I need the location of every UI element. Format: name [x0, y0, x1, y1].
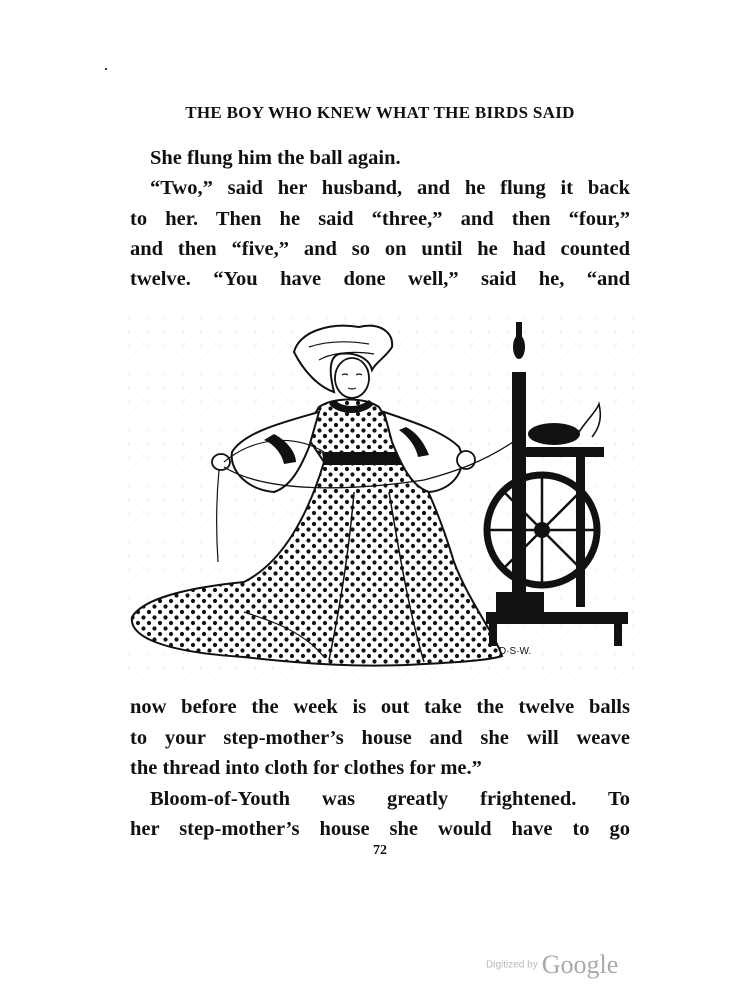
- text-line: and then “five,” and so on until he had counted: [130, 238, 630, 260]
- text-line: to your step-mother’s house and she will weave: [130, 727, 630, 749]
- text-line: her step-mother’s house she would have to go: [130, 818, 630, 840]
- left-hand: [212, 454, 230, 470]
- text-line: to her. Then he said “three,” and then “four,”: [130, 208, 630, 230]
- text-line: now before the week is out take the twelve balls: [130, 696, 630, 718]
- text-line: She flung him the ball again.: [150, 147, 401, 169]
- artist-signature: D·S·W.: [499, 646, 532, 657]
- stray-ink-mark: [105, 68, 107, 70]
- google-logo: Google: [541, 950, 619, 979]
- text-line: the thread into cloth for clothes for me.”: [130, 757, 482, 779]
- running-head: THE BOY WHO KNEW WHAT THE BIRDS SAID: [185, 103, 575, 122]
- digitized-watermark: [486, 950, 646, 986]
- spinning-woman-illustration: [124, 312, 634, 674]
- text-line: Bloom-of-Youth was greatly frightened. To: [150, 788, 630, 810]
- page-number: 72: [373, 843, 387, 858]
- watermark-prefix: Digitized by: [486, 959, 538, 971]
- text-line: twelve. “You have done well,” said he, “and: [130, 268, 630, 290]
- face: [335, 358, 369, 398]
- text-line: “Two,” said her husband, and he flung it back: [150, 177, 630, 199]
